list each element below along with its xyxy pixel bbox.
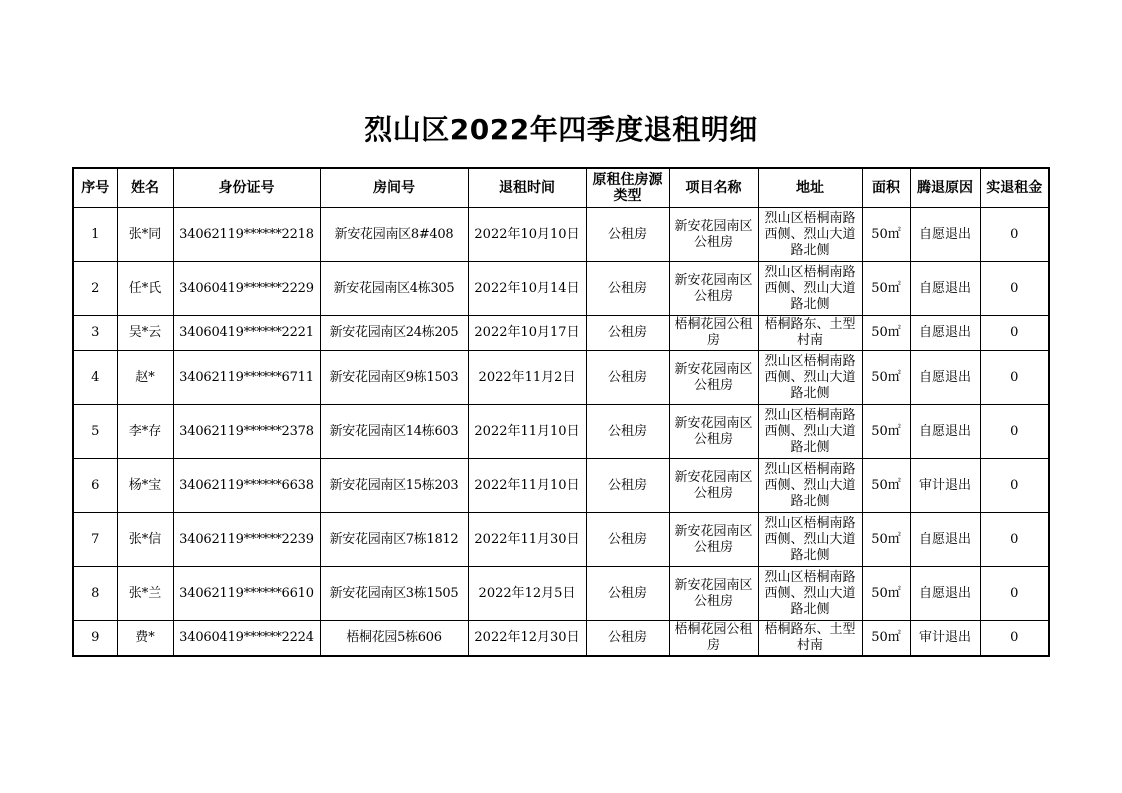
cell-date: 2022年12月5日 — [468, 567, 586, 621]
cell-address: 梧桐路东、土型村南 — [758, 621, 862, 657]
cell-date: 2022年12月30日 — [468, 621, 586, 657]
cell-refund: 0 — [980, 621, 1049, 657]
cell-reason: 自愿退出 — [910, 262, 980, 316]
cell-address: 烈山区梧桐南路西侧、烈山大道路北侧 — [758, 405, 862, 459]
cell-housing-type: 公租房 — [586, 405, 669, 459]
cell-refund: 0 — [980, 316, 1049, 351]
cell-id-number: 34060419******2221 — [173, 316, 320, 351]
cell-date: 2022年11月10日 — [468, 459, 586, 513]
document-title: 烈山区2022年四季度退租明细 — [364, 113, 758, 146]
header-type: 原租住房源类型 — [586, 168, 669, 208]
cell-name: 张*信 — [117, 513, 173, 567]
cell-no: 9 — [73, 621, 117, 657]
cell-reason: 自愿退出 — [910, 567, 980, 621]
cell-housing-type: 公租房 — [586, 208, 669, 262]
cell-area: 50㎡ — [862, 513, 910, 567]
table-row — [73, 459, 1049, 513]
cell-housing-type: 公租房 — [586, 316, 669, 351]
cell-area: 50㎡ — [862, 262, 910, 316]
cell-housing-type: 公租房 — [586, 459, 669, 513]
cell-no: 1 — [73, 208, 117, 262]
cell-reason: 审计退出 — [910, 459, 980, 513]
cell-id-number: 34062119******6610 — [173, 567, 320, 621]
cell-address: 烈山区梧桐南路西侧、烈山大道路北侧 — [758, 351, 862, 405]
cell-housing-type: 公租房 — [586, 513, 669, 567]
header-address: 地址 — [758, 168, 862, 208]
cell-project: 梧桐花园公租房 — [669, 621, 758, 657]
cell-address: 烈山区梧桐南路西侧、烈山大道路北侧 — [758, 567, 862, 621]
cell-id-number: 34062119******2239 — [173, 513, 320, 567]
cell-room: 新安花园南区15栋203 — [320, 459, 468, 513]
cell-date: 2022年10月17日 — [468, 316, 586, 351]
cell-housing-type: 公租房 — [586, 567, 669, 621]
cell-address: 烈山区梧桐南路西侧、烈山大道路北侧 — [758, 262, 862, 316]
refund-detail-table — [72, 167, 1050, 657]
cell-no: 6 — [73, 459, 117, 513]
cell-id-number: 34062119******2378 — [173, 405, 320, 459]
cell-name: 张*同 — [117, 208, 173, 262]
cell-area: 50㎡ — [862, 316, 910, 351]
cell-room: 新安花园南区9栋1503 — [320, 351, 468, 405]
cell-name: 李*存 — [117, 405, 173, 459]
cell-no: 2 — [73, 262, 117, 316]
cell-room: 新安花园南区8#408 — [320, 208, 468, 262]
cell-no: 4 — [73, 351, 117, 405]
cell-project: 新安花园南区公租房 — [669, 351, 758, 405]
cell-id-number: 34060419******2224 — [173, 621, 320, 657]
cell-date: 2022年10月14日 — [468, 262, 586, 316]
cell-room: 新安花园南区3栋1505 — [320, 567, 468, 621]
cell-address: 烈山区梧桐南路西侧、烈山大道路北侧 — [758, 513, 862, 567]
cell-refund: 0 — [980, 459, 1049, 513]
cell-id-number: 34062119******2218 — [173, 208, 320, 262]
cell-reason: 自愿退出 — [910, 513, 980, 567]
table-row — [73, 567, 1049, 621]
cell-housing-type: 公租房 — [586, 621, 669, 657]
cell-room: 梧桐花园5栋606 — [320, 621, 468, 657]
table-row — [73, 351, 1049, 405]
cell-reason: 自愿退出 — [910, 208, 980, 262]
header-no: 序号 — [73, 168, 117, 208]
cell-id-number: 34060419******2229 — [173, 262, 320, 316]
header-refund: 实退租金 — [980, 168, 1049, 208]
cell-area: 50㎡ — [862, 621, 910, 657]
table-header-row — [73, 168, 1049, 208]
cell-date: 2022年11月2日 — [468, 351, 586, 405]
cell-no: 3 — [73, 316, 117, 351]
cell-date: 2022年11月10日 — [468, 405, 586, 459]
cell-housing-type: 公租房 — [586, 262, 669, 316]
cell-project: 新安花园南区公租房 — [669, 567, 758, 621]
cell-room: 新安花园南区7栋1812 — [320, 513, 468, 567]
cell-refund: 0 — [980, 513, 1049, 567]
header-room: 房间号 — [320, 168, 468, 208]
header-name: 姓名 — [117, 168, 173, 208]
table-row — [73, 621, 1049, 657]
cell-area: 50㎡ — [862, 405, 910, 459]
cell-no: 7 — [73, 513, 117, 567]
cell-name: 任*氏 — [117, 262, 173, 316]
table-row — [73, 208, 1049, 262]
cell-refund: 0 — [980, 567, 1049, 621]
cell-project: 新安花园南区公租房 — [669, 262, 758, 316]
cell-project: 新安花园南区公租房 — [669, 513, 758, 567]
cell-project: 新安花园南区公租房 — [669, 405, 758, 459]
cell-refund: 0 — [980, 208, 1049, 262]
cell-reason: 自愿退出 — [910, 351, 980, 405]
cell-room: 新安花园南区4栋305 — [320, 262, 468, 316]
header-area: 面积 — [862, 168, 910, 208]
table-row — [73, 405, 1049, 459]
header-project: 项目名称 — [669, 168, 758, 208]
cell-no: 8 — [73, 567, 117, 621]
cell-id-number: 34062119******6711 — [173, 351, 320, 405]
cell-project: 梧桐花园公租房 — [669, 316, 758, 351]
cell-area: 50㎡ — [862, 567, 910, 621]
cell-refund: 0 — [980, 262, 1049, 316]
cell-reason: 自愿退出 — [910, 405, 980, 459]
cell-name: 杨*宝 — [117, 459, 173, 513]
cell-area: 50㎡ — [862, 459, 910, 513]
cell-name: 吴*云 — [117, 316, 173, 351]
cell-reason: 审计退出 — [910, 621, 980, 657]
cell-no: 5 — [73, 405, 117, 459]
cell-date: 2022年10月10日 — [468, 208, 586, 262]
cell-project: 新安花园南区公租房 — [669, 208, 758, 262]
cell-room: 新安花园南区24栋205 — [320, 316, 468, 351]
header-id: 身份证号 — [173, 168, 320, 208]
header-date: 退租时间 — [468, 168, 586, 208]
header-reason: 腾退原因 — [910, 168, 980, 208]
cell-area: 50㎡ — [862, 208, 910, 262]
cell-room: 新安花园南区14栋603 — [320, 405, 468, 459]
cell-project: 新安花园南区公租房 — [669, 459, 758, 513]
cell-name: 张*兰 — [117, 567, 173, 621]
cell-housing-type: 公租房 — [586, 351, 669, 405]
cell-address: 烈山区梧桐南路西侧、烈山大道路北侧 — [758, 208, 862, 262]
table-row — [73, 513, 1049, 567]
cell-refund: 0 — [980, 351, 1049, 405]
cell-date: 2022年11月30日 — [468, 513, 586, 567]
cell-name: 赵* — [117, 351, 173, 405]
cell-address: 烈山区梧桐南路西侧、烈山大道路北侧 — [758, 459, 862, 513]
cell-address: 梧桐路东、土型村南 — [758, 316, 862, 351]
cell-reason: 自愿退出 — [910, 316, 980, 351]
table-row — [73, 316, 1049, 351]
table-row — [73, 262, 1049, 316]
cell-name: 费* — [117, 621, 173, 657]
cell-id-number: 34062119******6638 — [173, 459, 320, 513]
cell-area: 50㎡ — [862, 351, 910, 405]
cell-refund: 0 — [980, 405, 1049, 459]
